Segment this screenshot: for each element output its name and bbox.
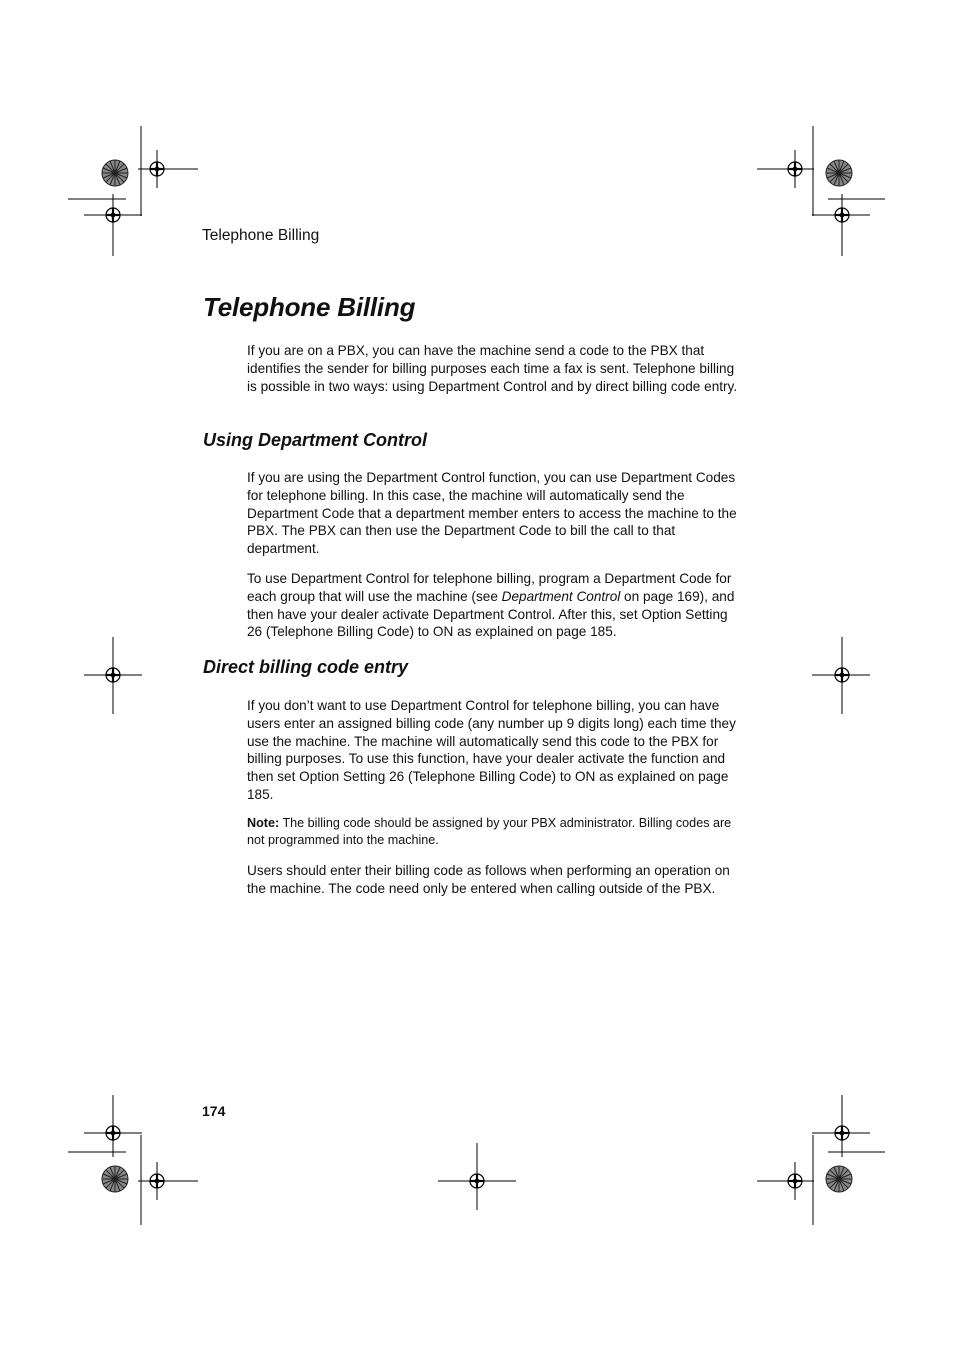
starburst-rosette-icon bbox=[102, 1166, 128, 1192]
department-control-paragraph: If you are using the Department Control function, you can use Department Codes for telephone billing. In this case, the machine will automatically send the Department Code that a department member enters to access the machine to the PBX. The PBX can then use the Department Code to bill the call to that department. bbox=[247, 470, 737, 557]
starburst-rosette-icon bbox=[102, 160, 128, 186]
department-control-setup-paragraph bbox=[247, 570, 739, 641]
paragraph-text: on page 169), and then have your dealer activate Department Control. After this, set Option Setting 26 (Telephone Billing Code) to ON as explained on page 185. bbox=[247, 588, 735, 640]
page-title: Telephone Billing bbox=[203, 292, 416, 322]
running-header: Telephone Billing bbox=[202, 227, 320, 244]
note-label: Note: bbox=[247, 816, 280, 830]
note-paragraph bbox=[247, 815, 739, 850]
section-heading-department-control: Using Department Control bbox=[203, 430, 428, 450]
section-heading-direct-billing: Direct billing code entry bbox=[203, 657, 409, 677]
crosshair-registration-icon bbox=[470, 1174, 484, 1188]
cross-reference-link[interactable]: Department Control bbox=[501, 588, 621, 604]
crosshair-registration-icon bbox=[150, 162, 164, 176]
billing-code-entry-paragraph: Users should enter their billing code as follows when performing an operation on the machine. The code need only be entered when calling outside of the PBX. bbox=[247, 863, 730, 896]
note-text: The billing code should be assigned by your PBX administrator. Billing codes are not programmed into the machine. bbox=[247, 816, 732, 848]
crosshair-registration-icon bbox=[106, 668, 120, 682]
crosshair-registration-icon bbox=[788, 162, 802, 176]
paragraph-text: To use Department Control for telephone billing, program a Department Code for each group that will use the machine (see bbox=[247, 571, 732, 604]
starburst-rosette-icon bbox=[826, 160, 852, 186]
crosshair-registration-icon bbox=[150, 1174, 164, 1188]
intro-paragraph: If you are on a PBX, you can have the machine send a code to the PBX that identifies the sender for billing purposes each time a fax is sent. Telephone billing is possible in two ways: using Department Control and by direct billing code entry. bbox=[247, 343, 738, 394]
crosshair-registration-icon bbox=[106, 1126, 120, 1140]
crosshair-registration-icon bbox=[835, 1126, 849, 1140]
crosshair-registration-icon bbox=[835, 208, 849, 222]
direct-billing-paragraph: If you don’t want to use Department Control for telephone billing, you can have users enter an assigned billing code (any number up 9 digits long) each time they use the machine. The machine will automatically send this code to the PBX for billing purposes. To use this function, have your dealer activate the function and then set Option Setting 26 (Telephone Billing Code) to ON as explained on page 185. bbox=[247, 698, 736, 802]
crosshair-registration-icon bbox=[106, 208, 120, 222]
page-number: 174 bbox=[202, 1103, 226, 1119]
crosshair-registration-icon bbox=[835, 668, 849, 682]
starburst-rosette-icon bbox=[826, 1166, 852, 1192]
crosshair-registration-icon bbox=[788, 1174, 802, 1188]
